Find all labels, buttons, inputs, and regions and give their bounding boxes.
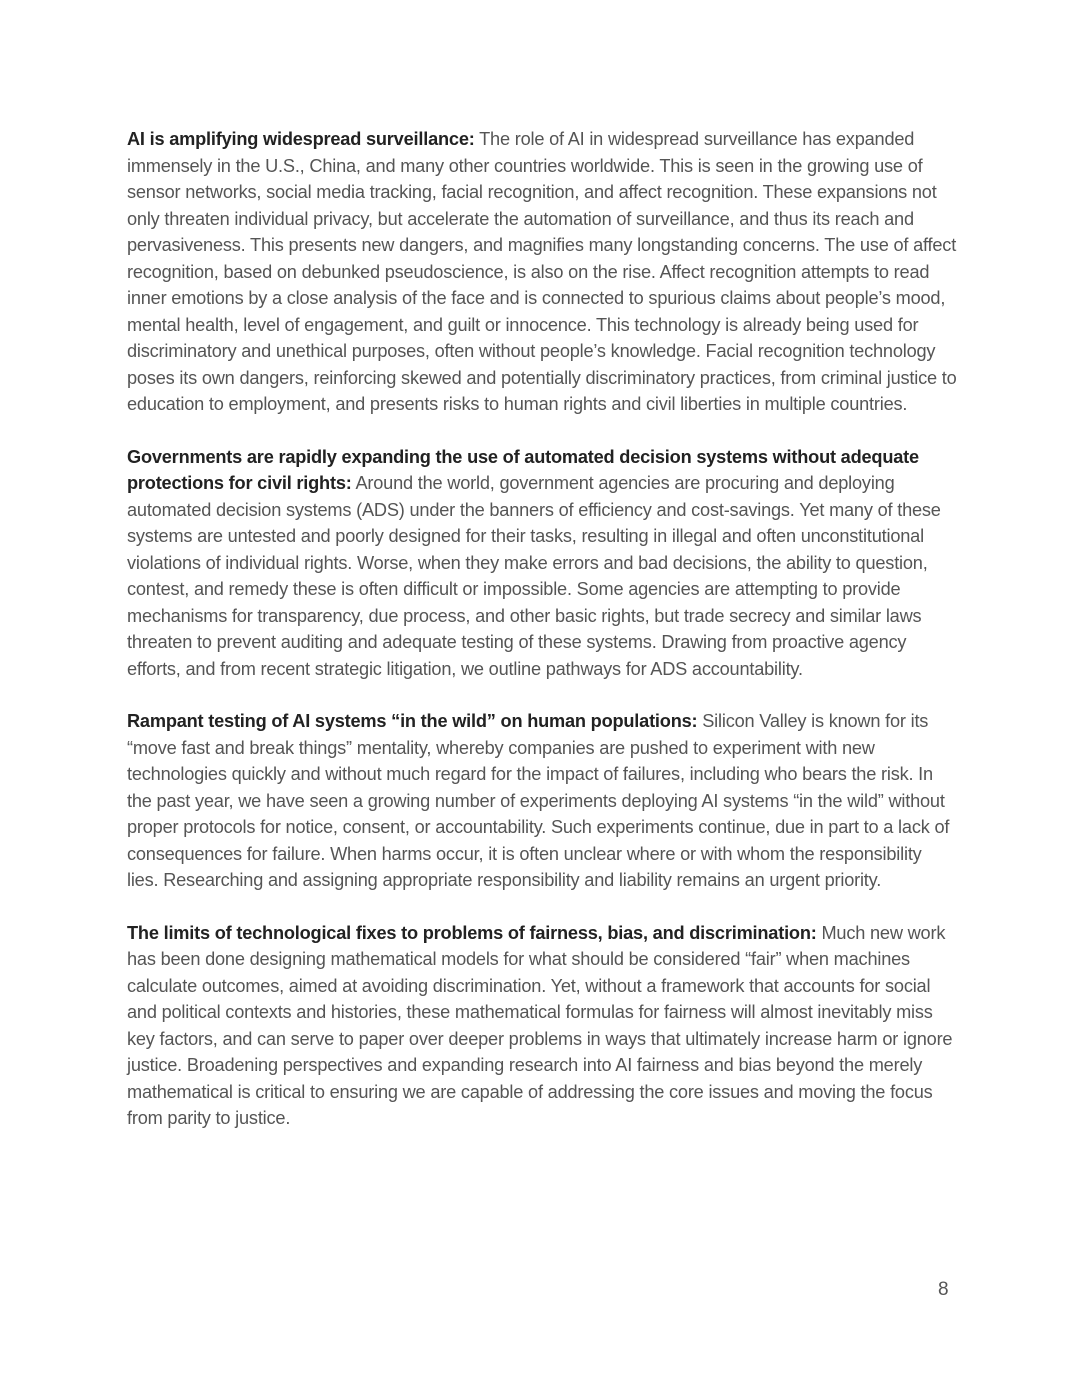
paragraph-body: The role of AI in widespread surveillance has expanded immensely in the U.S., China, and many other countries worldwide. This is seen in the growing use of sensor networks, social media tracking, facial recognition, and affect recognition. These expansions not only threaten individual privacy, but accelerate the automation of surveillance, and thus its reach and pervasiveness. This presents new dangers, and magnifies many longstanding concerns. The use of affect recognition, based on debunked pseudoscience, is also on the rise. Affect recognition attempts to read inner emotions by a close analysis of the face and is connected to spurious claims about people’s mood, mental health, level of engagement, and guilt or innocence. This technology is already being used for discriminatory and unethical purposes, often without people’s knowledge. Facial recognition technology poses its own dangers, reinforcing skewed and potentially discriminatory practices, from criminal justice to education to employment, and presents risks to human rights and civil liberties in multiple countries.: [127, 129, 957, 414]
paragraph-automated-decision-systems: [127, 444, 957, 683]
paragraph-body: Much new work has been done designing mathematical models for what should be considered “fair” when machines calculate outcomes, aimed at avoiding discrimination. Yet, without a framework that accounts for social and political contexts and histories, these mathematical formulas for fairness will almost inevitably miss key factors, and can serve to paper over deeper problems in ways that ultimately increase harm or ignore justice. Broadening perspectives and expanding research into AI fairness and bias beyond the merely mathematical is critical to ensuring we are capable of addressing the core issues and moving the focus from parity to justice.: [127, 922, 953, 1128]
paragraph-body: Around the world, government agencies are procuring and deploying automated decision systems (ADS) under the banners of efficiency and cost-savings. Yet many of these systems are untested and poorly designed for their tasks, resulting in illegal and often unconstitutional violations of individual rights. Worse, when they make errors and bad decisions, the ability to question, contest, and remedy these is often difficult or impossible. Some agencies are attempting to provide mechanisms for transparency, due process, and other basic rights, but trade secrecy and similar laws threaten to prevent auditing and adequate testing of these systems. Drawing from proactive agency efforts, and from recent strategic litigation, we outline pathways for ADS accountability.: [127, 473, 941, 679]
paragraph-heading: Rampant testing of AI systems “in the wild” on human populations:: [127, 711, 698, 731]
paragraph-testing-in-the-wild: [127, 708, 957, 894]
page-number: 8: [938, 1279, 949, 1300]
paragraph-surveillance: [127, 126, 957, 418]
paragraph-body: Silicon Valley is known for its “move fast and break things” mentality, whereby companies are pushed to experiment with new technologies quickly and without much regard for the impact of failures, including who bears the risk. In the past year, we have seen a growing number of experiments deploying AI systems “in the wild” without proper protocols for notice, consent, or accountability. Such experiments continue, due in part to a lack of consequences for failure. When harms occur, it is often unclear where or with whom the responsibility lies. Researching and assigning appropriate responsibility and liability remains an urgent priority.: [127, 711, 950, 890]
document-page: [127, 126, 957, 1158]
paragraph-heading: Governments are rapidly expanding the use of automated decision systems without adequate protections for civil rights:: [127, 446, 919, 493]
paragraph-heading: The limits of technological fixes to problems of fairness, bias, and discrimination:: [127, 922, 817, 943]
paragraph-heading: AI is amplifying widespread surveillance:: [127, 129, 475, 149]
paragraph-technological-fixes: [127, 920, 957, 1132]
